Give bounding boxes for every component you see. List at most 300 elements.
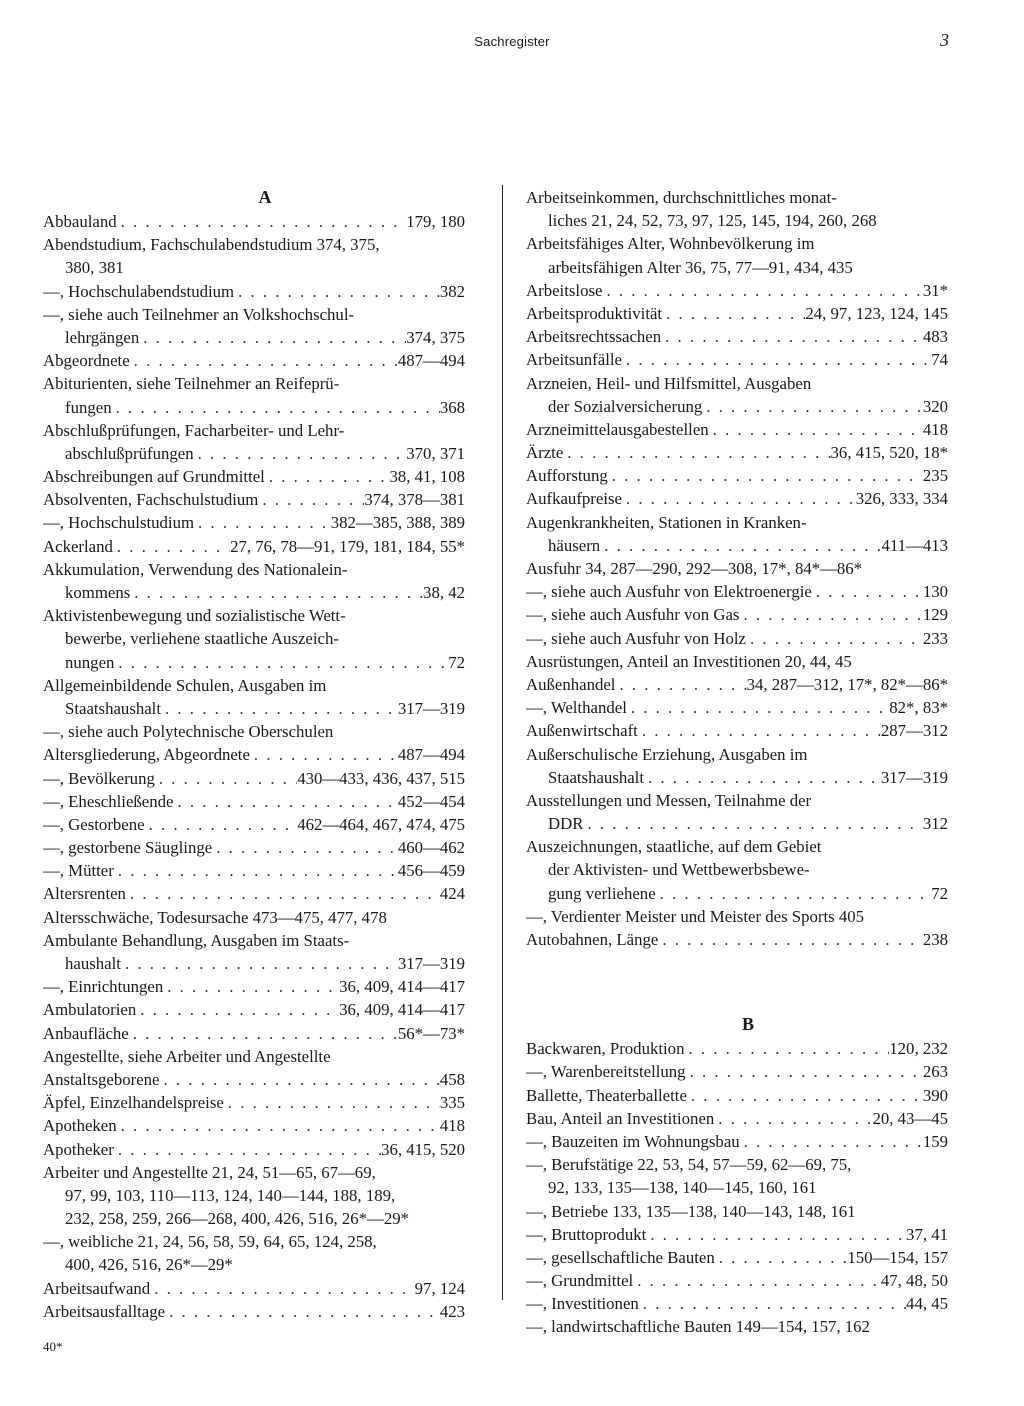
dot-leader <box>714 1107 872 1130</box>
entry-pages: 20, 43—45 <box>872 1108 948 1128</box>
entry-term: —, Hochschulabendstudium <box>43 281 235 301</box>
dot-leader <box>113 535 230 558</box>
entry-pages: 36, 409, 414—417 <box>339 977 465 997</box>
entry-list-right-b <box>526 1037 948 1338</box>
index-entry <box>43 906 465 929</box>
index-entry <box>43 280 465 303</box>
entry-term: Arbeiter und Angestellte 21, 24, 51—65, 67—69, <box>43 1162 376 1182</box>
index-entry <box>43 674 465 697</box>
dot-leader <box>686 1060 923 1083</box>
entry-pages: 317—319 <box>880 767 948 787</box>
entry-pages: 487—494 <box>397 745 465 765</box>
entry-term: Arbeitsproduktivität <box>526 303 663 323</box>
entry-pages: 36, 415, 520 <box>381 1139 465 1159</box>
dot-leader <box>644 766 881 789</box>
index-entry <box>526 627 948 650</box>
entry-term: Akkumulation, Verwendung des Nationalein- <box>43 559 348 579</box>
entry-term: —, landwirtschaftliche Bauten 149—154, 157, 162 <box>526 1317 870 1337</box>
entry-term: Abschreibungen auf Grundmittel <box>43 467 265 487</box>
entry-pages: 24, 97, 123, 124, 145 <box>805 303 948 323</box>
dot-leader <box>265 465 390 488</box>
entry-term: Arbeitsausfalltage <box>43 1301 166 1321</box>
index-entry <box>43 372 465 395</box>
entry-term: Abschlußprüfungen, Facharbeiter- und Lehr- <box>43 420 345 440</box>
dot-leader <box>258 488 364 511</box>
index-entry <box>526 1084 948 1107</box>
entry-term: —, Bruttoprodukt <box>526 1224 647 1244</box>
dot-leader <box>136 998 339 1021</box>
index-entry <box>526 858 948 881</box>
entry-term: der Sozialversicherung <box>548 396 703 416</box>
entry-term: —, siehe auch Polytechnische Oberschulen <box>43 722 334 742</box>
entry-term: Äpfel, Einzelhandelspreise <box>43 1093 224 1113</box>
index-entry <box>43 535 465 558</box>
entry-term: —, Investitionen <box>526 1294 639 1314</box>
index-entry <box>43 767 465 790</box>
dot-leader <box>615 673 746 696</box>
index-entry <box>526 186 948 209</box>
index-entry <box>43 1161 465 1184</box>
index-entry <box>526 441 948 464</box>
index-entry <box>43 581 465 604</box>
entry-pages: 423 <box>439 1301 465 1321</box>
entry-term: Abbauland <box>43 212 117 231</box>
entry-term: kommens <box>65 583 131 602</box>
entry-pages: 370, 371 <box>406 443 465 463</box>
entry-term: Aufforstung <box>526 466 608 486</box>
entry-pages: 460—462 <box>397 838 465 858</box>
running-header-title: Sachregister <box>474 34 550 49</box>
entry-pages: 390 <box>922 1085 948 1105</box>
dot-leader <box>121 952 398 975</box>
entry-pages: 487—494 <box>397 351 465 371</box>
entry-term: Altersrenten <box>43 884 126 904</box>
entry-pages: 411—413 <box>881 535 948 555</box>
index-entry <box>526 1107 948 1130</box>
entry-term: Augenkrankheiten, Stationen in Kranken- <box>526 512 807 532</box>
index-entry <box>43 1277 465 1300</box>
index-entry <box>43 627 465 650</box>
index-entry <box>43 975 465 998</box>
index-entry <box>43 720 465 743</box>
entry-pages: 326, 333, 334 <box>855 489 948 509</box>
index-entry <box>526 464 948 487</box>
index-entry <box>43 929 465 952</box>
footer-signature: 40* <box>43 1339 63 1354</box>
entry-term: Ballette, Theaterballette <box>526 1085 687 1105</box>
index-entry <box>43 882 465 905</box>
dot-leader <box>163 975 339 998</box>
index-entry <box>43 303 465 326</box>
index-entry <box>526 650 948 673</box>
entry-pages: 120, 232 <box>889 1039 948 1059</box>
index-entry <box>43 349 465 372</box>
entry-term: Außerschulische Erziehung, Ausgaben im <box>526 744 808 764</box>
index-entry <box>526 232 948 255</box>
dot-leader <box>583 812 922 835</box>
index-entry <box>526 696 948 719</box>
entry-term: —, Berufstätige 22, 53, 54, 57—59, 62—69, 75, <box>526 1155 852 1175</box>
index-entry <box>43 651 465 674</box>
entry-term: Altersgliederung, Abgeordnete <box>43 745 250 765</box>
entry-term: Außenwirtschaft <box>526 721 638 741</box>
index-entry <box>43 836 465 859</box>
page-number: 3 <box>940 30 949 50</box>
entry-pages: 368 <box>439 397 465 417</box>
index-entry <box>43 210 465 233</box>
entry-term: —, gesellschaftliche Bauten <box>526 1247 715 1267</box>
entry-pages: 72 <box>448 652 465 672</box>
dot-leader <box>563 441 830 464</box>
entry-term: —, Betriebe 133, 135—138, 140—143, 148, 161 <box>526 1201 856 1221</box>
index-entry <box>526 1130 948 1153</box>
entry-term: Ausstellungen und Messen, Teilnahme der <box>526 790 812 810</box>
section-letter-b: B <box>741 1014 754 1035</box>
index-entry <box>526 580 948 603</box>
index-entry <box>43 396 465 419</box>
dot-leader <box>684 1037 889 1060</box>
dot-leader <box>740 1130 923 1153</box>
entry-term: 232, 258, 259, 266—268, 400, 426, 516, 26*—29* <box>65 1209 410 1229</box>
dot-leader <box>145 813 298 836</box>
index-entry <box>526 673 948 696</box>
index-entry <box>526 511 948 534</box>
dot-leader <box>117 1114 440 1137</box>
entry-term: Bau, Anteil an Investitionen <box>526 1108 715 1128</box>
dot-leader <box>622 487 856 510</box>
entry-term: —, Verdienter Meister und Meister des Sports 405 <box>526 906 865 926</box>
index-entry <box>43 511 465 534</box>
index-entry <box>526 1176 948 1199</box>
index-entry <box>43 1207 465 1230</box>
entry-term: Ausfuhr 34, 287—290, 292—308, 17*, 84*—86* <box>526 559 863 578</box>
entry-term: Arbeitsrechtssachen <box>526 327 662 347</box>
entry-term: Ausrüstungen, Anteil an Investitionen 20, 44, 45 <box>526 651 852 671</box>
index-entry <box>526 882 948 905</box>
index-entry <box>43 465 465 488</box>
dot-leader <box>165 1300 440 1323</box>
index-entry <box>526 487 948 510</box>
entry-pages: 418 <box>439 1116 465 1136</box>
entry-term: Abgeordnete <box>43 351 130 371</box>
index-column-right <box>526 186 948 1339</box>
entry-list-left <box>43 210 465 1323</box>
entry-term: liches 21, 24, 52, 73, 97, 125, 145, 194, 260, 268 <box>548 211 877 231</box>
index-entry <box>526 1292 948 1315</box>
entry-term: 400, 426, 516, 26*—29* <box>65 1255 233 1275</box>
entry-pages: 72 <box>931 883 948 903</box>
entry-term: Allgemeinbildende Schulen, Ausgaben im <box>43 675 327 695</box>
dot-leader <box>114 1138 381 1161</box>
dot-leader <box>130 581 423 604</box>
dot-leader <box>117 210 407 233</box>
entry-term: Absolventen, Fachschulstudium <box>43 490 259 510</box>
entry-term: Arbeitsaufwand <box>43 1278 151 1298</box>
dot-leader <box>627 696 889 719</box>
dot-leader <box>715 1246 848 1269</box>
entry-term: —, Hochschulstudium <box>43 513 195 533</box>
dot-leader <box>746 627 923 650</box>
entry-term: Außenhandel <box>526 674 616 694</box>
entry-term: haushalt <box>65 954 121 973</box>
index-entry <box>526 1269 948 1292</box>
entry-pages: 233 <box>922 628 948 648</box>
index-entry <box>526 1037 948 1060</box>
entry-term: Anbaufläche <box>43 1023 129 1043</box>
dot-leader <box>114 651 448 674</box>
entry-term: Ambulatorien <box>43 1000 137 1020</box>
index-entry <box>526 1246 948 1269</box>
dot-leader <box>155 767 297 790</box>
dot-leader <box>646 1223 906 1246</box>
entry-pages: 97, 124 <box>414 1278 465 1298</box>
entry-term: gung verliehene <box>548 883 656 903</box>
entry-pages: 458 <box>439 1069 465 1089</box>
entry-term: 97, 99, 103, 110—113, 124, 140—144, 188, 189, <box>65 1185 396 1205</box>
index-entry <box>526 395 948 418</box>
entry-pages: 320 <box>922 396 948 416</box>
index-entry <box>526 302 948 325</box>
entry-pages: 36, 415, 520, 18* <box>830 443 948 463</box>
index-entry <box>43 442 465 465</box>
index-entry <box>526 1315 948 1338</box>
entry-term: Arbeitslose <box>526 280 603 300</box>
entry-term: Ambulante Behandlung, Ausgaben im Staats- <box>43 930 350 950</box>
dot-leader <box>194 442 407 465</box>
entry-term: —, Eheschließende <box>43 791 174 811</box>
dot-leader <box>661 325 923 348</box>
entry-pages: 317—319 <box>397 954 465 973</box>
entry-term: Abiturienten, siehe Teilnehmer an Reifeprü- <box>43 374 340 394</box>
entry-term: —, weibliche 21, 24, 56, 58, 59, 64, 65, 124, 258, <box>43 1232 377 1252</box>
dot-leader <box>161 697 398 720</box>
index-entry <box>43 743 465 766</box>
entry-term: Altersschwäche, Todesursache 473—475, 477, 478 <box>43 907 387 927</box>
index-entry <box>526 1060 948 1083</box>
index-entry <box>526 835 948 858</box>
entry-term: —, siehe auch Ausfuhr von Gas <box>526 605 740 625</box>
index-entry <box>526 789 948 812</box>
index-entry <box>43 604 465 627</box>
index-entry <box>526 812 948 835</box>
index-entry <box>43 697 465 720</box>
index-entry <box>526 603 948 626</box>
entry-pages: 456—459 <box>397 861 465 881</box>
dot-leader <box>224 1091 440 1114</box>
entry-pages: 44, 45 <box>906 1294 948 1314</box>
dot-leader <box>250 743 398 766</box>
entry-term: —, Bevölkerung <box>43 768 155 788</box>
index-entry <box>526 1153 948 1176</box>
index-entry <box>526 534 948 557</box>
index-entry <box>526 557 948 580</box>
entry-pages: 82*, 83* <box>889 698 948 718</box>
entry-term: Arbeitseinkommen, durchschnittliches monat- <box>526 188 837 207</box>
entry-term: —, Welthandel <box>526 698 627 718</box>
entry-term: Staatshaushalt <box>65 698 162 718</box>
entry-term: —, Warenbereitstellung <box>526 1062 686 1082</box>
index-entry <box>43 233 465 256</box>
entry-term: —, Gestorbene <box>43 814 145 834</box>
entry-pages: 129 <box>922 605 948 625</box>
entry-term: DDR <box>548 814 584 834</box>
index-entry <box>526 256 948 279</box>
entry-pages: 37, 41 <box>906 1224 948 1244</box>
entry-pages: 263 <box>922 1062 948 1082</box>
index-entry <box>526 743 948 766</box>
entry-pages: 74 <box>931 350 948 370</box>
index-entry <box>526 279 948 302</box>
entry-term: Angestellte, siehe Arbeiter und Angestellte <box>43 1046 331 1066</box>
dot-leader <box>212 836 398 859</box>
entry-pages: 238 <box>922 930 948 949</box>
entry-pages: 382—385, 388, 389 <box>330 513 465 533</box>
entry-pages: 27, 76, 78—91, 179, 181, 184, 55* <box>230 536 465 556</box>
dot-leader <box>608 464 923 487</box>
dot-leader <box>656 882 932 905</box>
entry-term: —, siehe auch Ausfuhr von Elektroenergie <box>526 582 812 602</box>
index-entry <box>526 372 948 395</box>
index-entry <box>43 1045 465 1068</box>
dot-leader <box>639 1292 906 1315</box>
entry-pages: 287—312 <box>880 721 948 741</box>
entry-term: Autobahnen, Länge <box>526 930 659 949</box>
entry-pages: 483 <box>922 327 948 347</box>
entry-pages: 430—433, 436, 437, 515 <box>297 768 465 788</box>
index-entry <box>526 1200 948 1223</box>
entry-term: der Aktivisten- und Wettbewerbsbewe- <box>548 860 810 880</box>
dot-leader <box>194 511 331 534</box>
entry-term: Auszeichnungen, staatliche, auf dem Gebiet <box>526 837 822 857</box>
entry-pages: 335 <box>439 1093 465 1113</box>
dot-leader <box>622 348 931 371</box>
dot-leader <box>150 1277 414 1300</box>
entry-term: —, gestorbene Säuglinge <box>43 838 213 858</box>
entry-pages: 462—464, 467, 474, 475 <box>297 814 465 834</box>
index-entry <box>526 928 948 951</box>
entry-term: Staatshaushalt <box>548 767 645 787</box>
entry-pages: 38, 41, 108 <box>389 467 465 487</box>
entry-pages: 374, 375 <box>406 327 465 347</box>
dot-leader <box>702 395 923 418</box>
index-entry <box>526 209 948 232</box>
entry-pages: 31* <box>922 280 948 300</box>
entry-term: —, Bauzeiten im Wohnungsbau <box>526 1131 740 1151</box>
index-entry <box>43 998 465 1021</box>
entry-pages: 56*—73* <box>397 1023 465 1043</box>
entry-term: Aufkaufpreise <box>526 489 622 509</box>
dot-leader <box>638 719 881 742</box>
dot-leader <box>160 1068 440 1091</box>
entry-term: —, siehe auch Ausfuhr von Holz <box>526 628 746 648</box>
entry-term: 380, 381 <box>65 258 124 278</box>
dot-leader <box>687 1084 923 1107</box>
dot-leader <box>112 396 440 419</box>
entry-pages: 424 <box>439 884 465 904</box>
index-entry <box>43 952 465 975</box>
index-entry <box>43 1253 465 1276</box>
index-entry <box>43 1022 465 1045</box>
dot-leader <box>662 302 805 325</box>
index-entry <box>43 813 465 836</box>
entry-pages: 47, 48, 50 <box>880 1271 948 1291</box>
index-entry <box>526 719 948 742</box>
entry-term: Anstaltsgeborene <box>43 1069 160 1089</box>
column-divider <box>502 185 503 1300</box>
entry-term: —, Einrichtungen <box>43 977 164 997</box>
dot-leader <box>633 1269 881 1292</box>
entry-term: arbeitsfähigen Alter 36, 75, 77—91, 434, 435 <box>548 257 853 277</box>
index-entry <box>43 1091 465 1114</box>
index-entry <box>526 418 948 441</box>
index-entry <box>526 325 948 348</box>
entry-term: häusern <box>548 535 601 555</box>
entry-pages: 36, 409, 414—417 <box>339 1000 465 1020</box>
dot-leader <box>130 349 398 372</box>
index-entry <box>43 1114 465 1137</box>
entry-term: Arzneien, Heil- und Hilfsmittel, Ausgaben <box>526 373 812 393</box>
index-entry <box>43 1184 465 1207</box>
entry-pages: 130 <box>922 582 948 602</box>
entry-term: Backwaren, Produktion <box>526 1039 685 1059</box>
entry-pages: 374, 378—381 <box>364 490 465 510</box>
entry-term: Apotheker <box>43 1139 114 1159</box>
entry-term: Arzneimittelausgabestellen <box>526 419 709 439</box>
entry-pages: 150—154, 157 <box>847 1247 948 1267</box>
dot-leader <box>600 534 881 557</box>
entry-term: —, Mütter <box>43 861 114 881</box>
index-entry <box>43 558 465 581</box>
entry-pages: 317—319 <box>397 698 465 718</box>
entry-pages: 179, 180 <box>406 212 465 231</box>
entry-term: Arbeitsunfälle <box>526 350 622 370</box>
index-entry <box>43 1300 465 1323</box>
entry-pages: 38, 42 <box>423 583 465 602</box>
index-entry <box>526 1223 948 1246</box>
entry-pages: 418 <box>922 419 948 439</box>
index-entry <box>526 766 948 789</box>
entry-term: bewerbe, verliehene staatliche Auszeich- <box>65 629 339 649</box>
index-entry <box>43 1068 465 1091</box>
entry-pages: 382 <box>439 281 465 301</box>
entry-pages: 452—454 <box>397 791 465 811</box>
entry-term: Arbeitsfähiges Alter, Wohnbevölkerung im <box>526 234 815 254</box>
index-entry <box>43 256 465 279</box>
entry-pages: 312 <box>922 814 948 834</box>
entry-term: Apotheken <box>43 1116 117 1136</box>
dot-leader <box>234 280 440 303</box>
entry-term: Aktivistenbewegung und sozialistische Wett- <box>43 606 346 626</box>
index-entry <box>43 326 465 349</box>
index-entry <box>526 905 948 928</box>
index-column-left <box>43 184 465 1323</box>
index-entry <box>43 790 465 813</box>
dot-leader <box>173 790 397 813</box>
index-entry <box>43 488 465 511</box>
entry-term: Ackerland <box>43 536 113 556</box>
entry-term: —, Grundmittel <box>526 1271 634 1291</box>
entry-term: Abendstudium, Fachschulabendstudium 374, 375, <box>43 235 380 255</box>
entry-pages: 235 <box>922 466 948 486</box>
dot-leader <box>812 580 923 603</box>
entry-list-right-a <box>526 186 948 951</box>
entry-pages: 159 <box>922 1131 948 1151</box>
entry-term: abschlußprüfungen <box>65 443 194 463</box>
entry-term: 92, 133, 135—138, 140—145, 160, 161 <box>548 1178 817 1198</box>
entry-term: nungen <box>65 652 115 672</box>
dot-leader <box>126 882 440 905</box>
dot-leader <box>602 279 922 302</box>
